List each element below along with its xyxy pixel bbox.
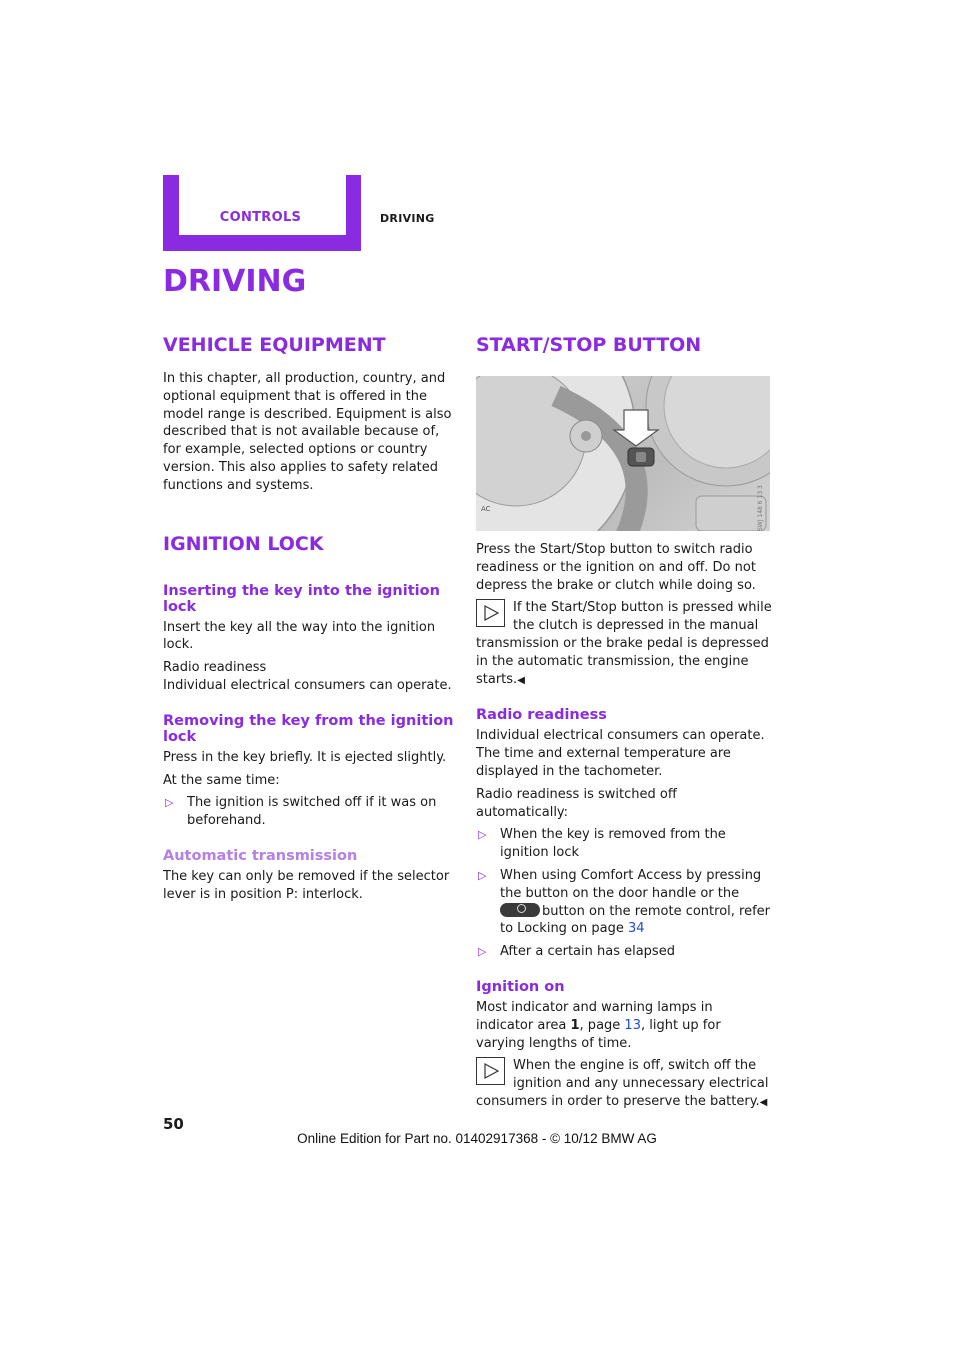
- list-item: ▷ The ignition is switched off if it was on beforehand.: [165, 795, 437, 829]
- page-title: DRIVING: [163, 264, 307, 299]
- start-stop-heading: START/STOP BUTTON: [476, 334, 702, 356]
- steering-wheel-illustration: [476, 376, 770, 531]
- right-column: [476, 541, 772, 1112]
- list-item: ▷ When using Comfort Access by pressing the button on the door handle or the button on the remote control, refer to Locking on page 34: [478, 867, 771, 937]
- triangle-bullet-icon: ▷: [478, 828, 487, 842]
- removing-key-text: Press in the key briefly. It is ejected slightly.: [163, 749, 447, 765]
- start-stop-note: If the Start/Stop button is pressed while the clutch is depressed in the manual transmission or the brake pedal is depressed in the automatic transmission, the engine starts.◀: [476, 600, 772, 687]
- image-code: SWJ 148 6 13 3: [757, 485, 764, 531]
- radio-readiness-description: Individual electrical consumers can operate. The time and external temperature are displayed in the tachometer.: [476, 728, 765, 779]
- edition-footer: Online Edition for Part no. 01402917368 - © 10/12 BMW AG: [297, 1131, 657, 1146]
- page-link[interactable]: 13: [624, 1017, 641, 1033]
- list-item: ▷ After a certain has elapsed: [478, 944, 675, 960]
- remote-lock-button-icon: [500, 903, 540, 917]
- automatic-transmission-text: The key can only be removed if the selector lever is in position P: interlock.: [163, 868, 450, 902]
- radio-readiness-text: Individual electrical consumers can operate.: [163, 677, 452, 693]
- radio-readiness-auto-off: Radio readiness is switched off automatically:: [476, 786, 677, 820]
- inserting-key-heading: Inserting the key into the ignition lock: [163, 582, 440, 615]
- triangle-bullet-icon: ▷: [478, 868, 487, 882]
- breadcrumb: DRIVING: [380, 212, 435, 225]
- vehicle-equipment-text: In this chapter, all production, country, and optional equipment that is offered in the model range is described. Equipment is also described that is not available because of, for example, selected options or country version. This also applies to safety related functions and systems.: [163, 371, 452, 493]
- page-link[interactable]: 34: [628, 921, 645, 937]
- ignition-on-note: When the engine is off, switch off the ignition and any unnecessary electrical consumers in order to preserve the battery.◀: [476, 1058, 769, 1109]
- triangle-bullet-icon: ▷: [165, 796, 174, 810]
- end-marker-icon: ◀: [759, 1096, 768, 1108]
- start-stop-text: Press the Start/Stop button to switch radio readiness or the ignition on and off. Do not depress the brake or clutch while doing so.: [476, 542, 756, 593]
- page-number: 50: [163, 1115, 184, 1133]
- ignition-on-heading: Ignition on: [476, 978, 565, 995]
- ignition-on-text: Most indicator and warning lamps in indicator area 1, page 13, light up for varying lengths of time.: [476, 999, 721, 1051]
- start-stop-heading-wrap: [476, 334, 701, 356]
- end-marker-icon: ◀: [517, 674, 525, 686]
- removing-key-heading: Removing the key from the ignition lock: [163, 712, 454, 745]
- radio-readiness-label: Radio readiness: [163, 660, 267, 676]
- note-play-icon: [476, 599, 505, 627]
- inserting-key-text: Insert the key all the way into the ignition lock.: [163, 619, 436, 653]
- section-tab-inner: [179, 175, 346, 235]
- steering-wheel-photo: [476, 376, 770, 531]
- ignition-lock-heading: IGNITION LOCK: [163, 532, 324, 555]
- triangle-bullet-icon: ▷: [478, 945, 487, 959]
- radio-readiness-heading: Radio readiness: [476, 707, 607, 724]
- section-tab-label[interactable]: CONTROLS: [219, 210, 302, 225]
- list-item: ▷ When the key is removed from the ignition lock: [478, 827, 726, 861]
- same-time-text: At the same time:: [163, 772, 280, 788]
- vehicle-equipment-heading: VEHICLE EQUIPMENT: [163, 334, 386, 356]
- note-play-icon: [476, 1057, 505, 1085]
- automatic-transmission-heading: Automatic transmission: [163, 847, 358, 864]
- svg-text:AC: AC: [481, 505, 491, 513]
- left-column: [163, 334, 459, 904]
